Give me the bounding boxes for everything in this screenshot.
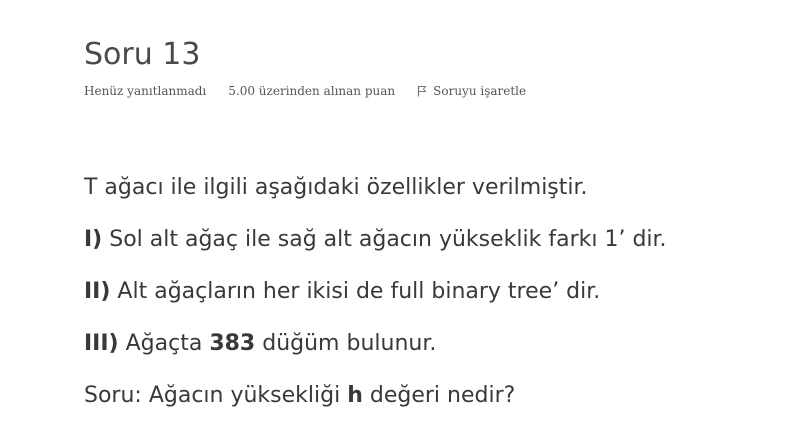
statement-1	[84, 222, 667, 274]
statement-2-text: Alt ağaçların her ikisi de full binary tree’ dir.	[110, 279, 601, 304]
prompt-post: değeri nedir?	[362, 383, 516, 408]
question-state: Henüz yanıtlanmadı	[84, 84, 207, 98]
statement-3-post: düğüm bulunur.	[255, 331, 437, 356]
flag-icon	[417, 85, 427, 97]
statement-2	[84, 274, 667, 326]
node-count: 383	[209, 331, 256, 356]
statement-1-label: I)	[84, 227, 103, 252]
flag-question-link[interactable]	[417, 84, 526, 98]
statement-2-label: II)	[84, 279, 111, 304]
statement-1-text: Sol alt ağaç ile sağ alt ağacın yükseklik farkı 1’ dir.	[102, 227, 667, 252]
question-grade: 5.00 üzerinden alınan puan	[228, 84, 396, 98]
question-text	[84, 170, 667, 430]
question-prompt	[84, 378, 667, 430]
statement-3	[84, 326, 667, 378]
question-title: Soru 13	[84, 37, 201, 72]
question-info	[84, 84, 526, 98]
question-intro: T ağacı ile ilgili aşağıdaki özellikler verilmiştir.	[84, 175, 588, 200]
statement-3-label: III)	[84, 331, 119, 356]
question-header	[84, 36, 526, 98]
prompt-variable: h	[347, 383, 363, 408]
prompt-pre: Soru: Ağacın yüksekliği	[84, 383, 348, 408]
statement-3-pre: Ağaçta	[118, 331, 210, 356]
flag-label: Soruyu işaretle	[433, 84, 527, 98]
